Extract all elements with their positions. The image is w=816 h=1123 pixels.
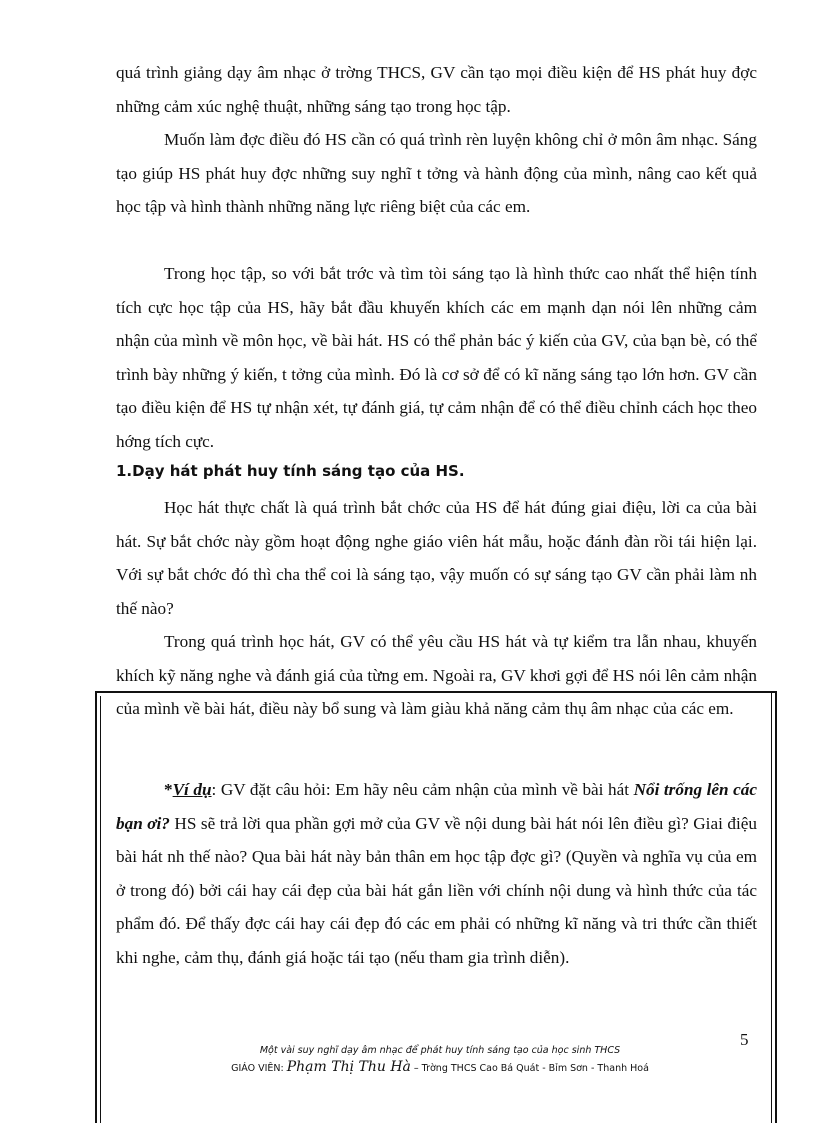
- section-heading: 1.Dạy hát phát huy tính sáng tạo của HS.: [116, 462, 465, 480]
- paragraph-5: Trong quá trình học hát, GV có thể yêu cầu HS hát và tự kiểm tra lẫn nhau, khuyến khích kỹ năng nghe và đánh giá của từng em. Ngoài ra, GV khơi gợi để HS nói lên cảm nhận của mình về bài hát, điều này bổ sung và làm giàu khả năng cảm thụ âm nhạc của các em.: [116, 632, 757, 718]
- paragraph-3: Trong học tập, so với bắt trớc và tìm tòi sáng tạo là hình thức cao nhất thể hiện tính tích cực học tập của HS, hãy bắt đầu khuyến khích các em mạnh dạn nói lên những cảm nhận của mình về môn học, về bài hát. HS có thể phản bác ý kiến của GV, của bạn bè, có thể trình bày những ý kiến, t tởng của mình. Đó là cơ sở để có kĩ năng sáng tạo lớn hơn. GV cần tạo điều kiện để HS tự nhận xét, tự đánh giá, tự cảm nhận để có thể điều chỉnh cách học theo hớng tích cực.: [116, 264, 757, 451]
- footer-title: Một vài suy nghĩ dạy âm nhạc để phát huy tính sáng tạo của học sinh THCS: [259, 1045, 621, 1056]
- frame-left-inner: [100, 696, 101, 1123]
- paragraph-6: [116, 773, 757, 974]
- footer-school: – Trờng THCS Cao Bá Quát - Bỉm Sơn - Thanh Hoá: [410, 1063, 649, 1074]
- frame-right-outer: [775, 691, 777, 1123]
- page-number: 5: [740, 1030, 749, 1049]
- paragraph-4: Học hát thực chất là quá trình bắt chớc của HS để hát đúng giai điệu, lời ca của bài hát. Sự bắt chớc này gồm hoạt động nghe giáo viên hát mẫu, hoặc đánh đàn rồi tái hiện lại. Với sự bắt chớc đó thì cha thể coi là sáng tạo, vậy muốn có sự sáng tạo GV cần phải làm nh thế nào?: [116, 498, 757, 618]
- footer-teacher-name: Phạm Thị Thu Hà: [286, 1059, 411, 1075]
- frame-right-inner: [771, 691, 772, 1123]
- footer-teacher-label: GIÁO VIÊN:: [231, 1063, 284, 1074]
- footer-author-line: [120, 1059, 760, 1075]
- example-label: Ví dụ: [172, 780, 212, 799]
- paragraph-1: quá trình giảng dạy âm nhạc ở trờng THCS, GV cần tạo mọi điều kiện để HS phát huy đợc những cảm xúc nghệ thuật, những sáng tạo trong học tập.: [116, 63, 757, 116]
- example-prefix: *: [164, 780, 173, 799]
- example-text-a: : GV đặt câu hỏi: Em hãy nêu cảm nhận của mình về bài hát: [211, 780, 634, 799]
- song-title: Nổi trống lên các bạn ơi?: [116, 780, 758, 833]
- example-text-b: HS sẽ trả lời qua phần gợi mở của GV về nội dung bài hát nói lên điều gì? Giai điệu bài hát nh thế nào? Qua bài hát này bản thân em học tập đợc gì? (Quyền và nghĩa vụ của em ở trong đó) bởi cái hay cái đẹp của bài hát gắn liền với chính nội dung và hình thức của tác phẩm đó. Để thấy đợc cái hay cái đẹp đó các em phải có những kĩ năng và tri thức cần thiết khi nghe, cảm thụ, đánh giá hoặc tái tạo (nếu tham gia trình diễn).: [116, 813, 757, 967]
- paragraph-2: Muốn làm đợc điều đó HS cần có quá trình rèn luyện không chỉ ở môn âm nhạc. Sáng tạo giúp HS phát huy đợc những suy nghĩ t tởng và hành động của mình, nâng cao kết quả học tập và hình thành những năng lực riêng biệt của các em.: [116, 130, 757, 216]
- frame-left-outer: [95, 691, 97, 1123]
